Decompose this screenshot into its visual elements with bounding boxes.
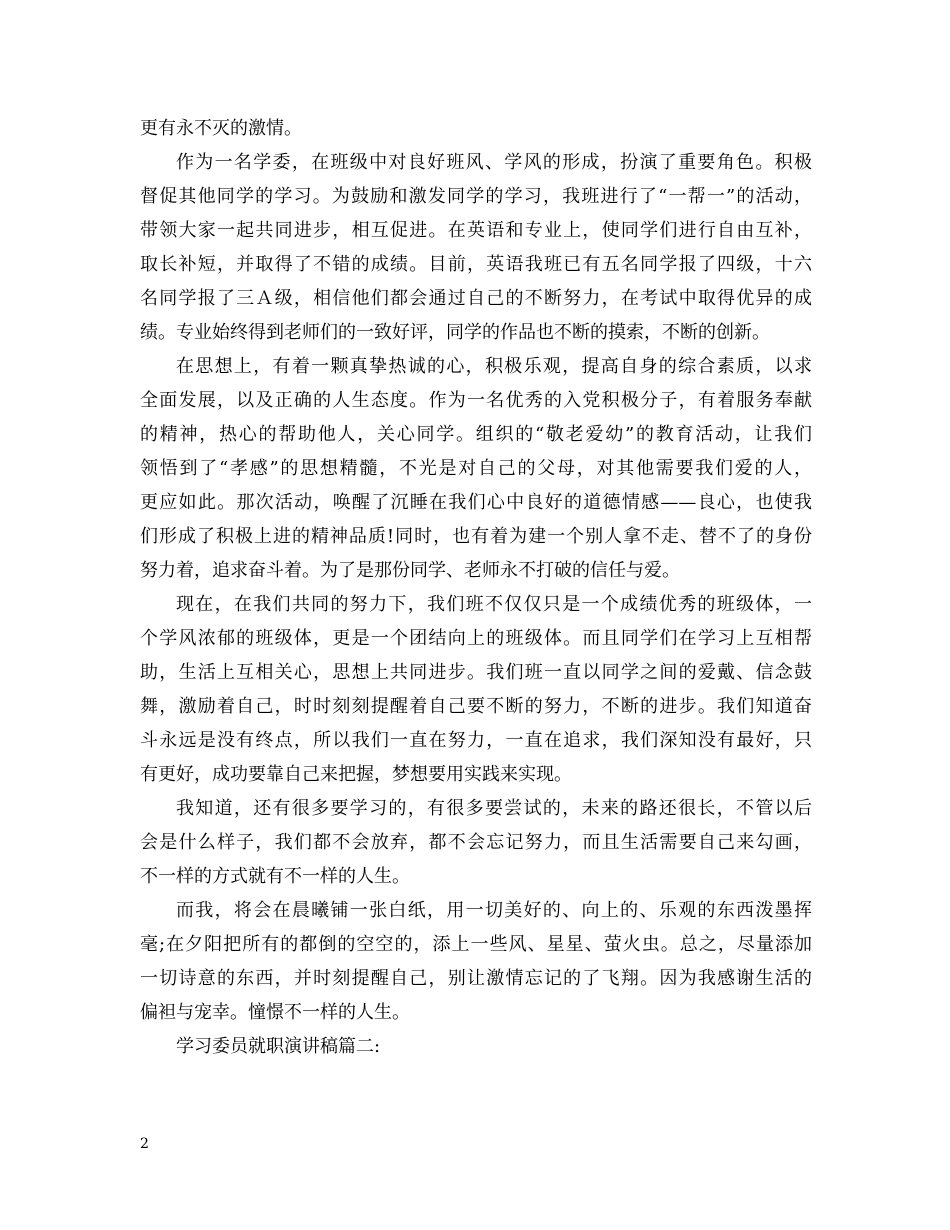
paragraph-line: 现在，在我们共同的努力下，我们班不仅仅只是一个成绩优秀的班级体，一 [176, 594, 812, 615]
paragraph-line: 而我，将会在晨曦铺一张白纸，用一切美好的、向上的、乐观的东西泼墨挥 [176, 900, 812, 921]
paragraph-line: 督促其他同学的学习。为鼓励和激发同学的学习，我班进行了“一帮一”的活动， [140, 186, 812, 207]
paragraph-line: 斗永远是没有终点，所以我们一直在努力，一直在追求，我们深知没有最好，只 [140, 730, 812, 751]
paragraph-line: 我知道，还有很多要学习的，有很多要尝试的，未来的路还很长，不管以后 [176, 798, 812, 819]
page-number: 2 [140, 1136, 149, 1152]
paragraph-line: 偏袒与宠幸。憧憬不一样的人生。 [140, 1002, 410, 1023]
paragraph-line: 舞，激励着自己，时时刻刻提醒着自己要不断的努力，不断的进步。我们知道奋 [140, 696, 812, 717]
paragraph-line: 更有永不灭的激情。 [140, 118, 302, 139]
paragraph-line: 助，生活上互相关心，思想上共同进步。我们班一直以同学之间的爱戴、信念鼓 [140, 662, 812, 683]
paragraph-line: 全面发展，以及正确的人生态度。作为一名优秀的入党积极分子，有着服务奉献 [140, 390, 812, 411]
paragraph-line: 努力着，追求奋斗着。为了是那份同学、老师永不打破的信任与爱。 [140, 560, 680, 581]
paragraph-line: 名同学报了三Ａ级，相信他们都会通过自己的不断努力，在考试中取得优异的成 [140, 288, 812, 309]
paragraph-line: 绩。专业始终得到老师们的一致好评，同学的作品也不断的摸索，不断的创新。 [140, 322, 770, 343]
paragraph-line: 们形成了积极上进的精神品质!同时，也有着为建一个别人拿不走、替不了的身份 [140, 526, 812, 547]
section-heading: 学习委员就职演讲稿篇二: [176, 1036, 381, 1057]
paragraph-line: 的精神，热心的帮助他人，关心同学。组织的“敬老爱幼”的教育活动，让我们 [140, 424, 812, 445]
paragraph-line: 取长补短，并取得了不错的成绩。目前，英语我班已有五名同学报了四级，十六 [140, 254, 812, 275]
paragraph-line: 更应如此。那次活动，唤醒了沉睡在我们心中良好的道德情感——良心，也使我 [140, 492, 812, 513]
paragraph-line: 不一样的方式就有不一样的人生。 [140, 866, 410, 887]
paragraph-line: 一切诗意的东西，并时刻提醒自己，别让激情忘记的了飞翔。因为我感谢生活的 [140, 968, 812, 989]
paragraph-line: 个学风浓郁的班级体，更是一个团结向上的班级体。而且同学们在学习上互相帮 [140, 628, 812, 649]
paragraph-line: 作为一名学委，在班级中对良好班风、学风的形成，扮演了重要角色。积极 [176, 152, 812, 173]
document-body [140, 112, 812, 1064]
paragraph-line: 有更好，成功要靠自己来把握，梦想要用实践来实现。 [140, 764, 572, 785]
paragraph-line: 会是什么样子，我们都不会放弃，都不会忘记努力，而且生活需要自己来勾画， [140, 832, 812, 853]
paragraph-line: 带领大家一起共同进步，相互促进。在英语和专业上，使同学们进行自由互补， [140, 220, 812, 241]
paragraph-line: 在思想上，有着一颗真挚热诚的心，积极乐观，提高自身的综合素质，以求 [176, 356, 812, 377]
paragraph-line: 领悟到了“孝感”的思想精髓，不光是对自己的父母，对其他需要我们爱的人， [140, 458, 812, 479]
paragraph-line: 毫;在夕阳把所有的都倒的空空的，添上一些风、星星、萤火虫。总之，尽量添加 [140, 934, 812, 955]
